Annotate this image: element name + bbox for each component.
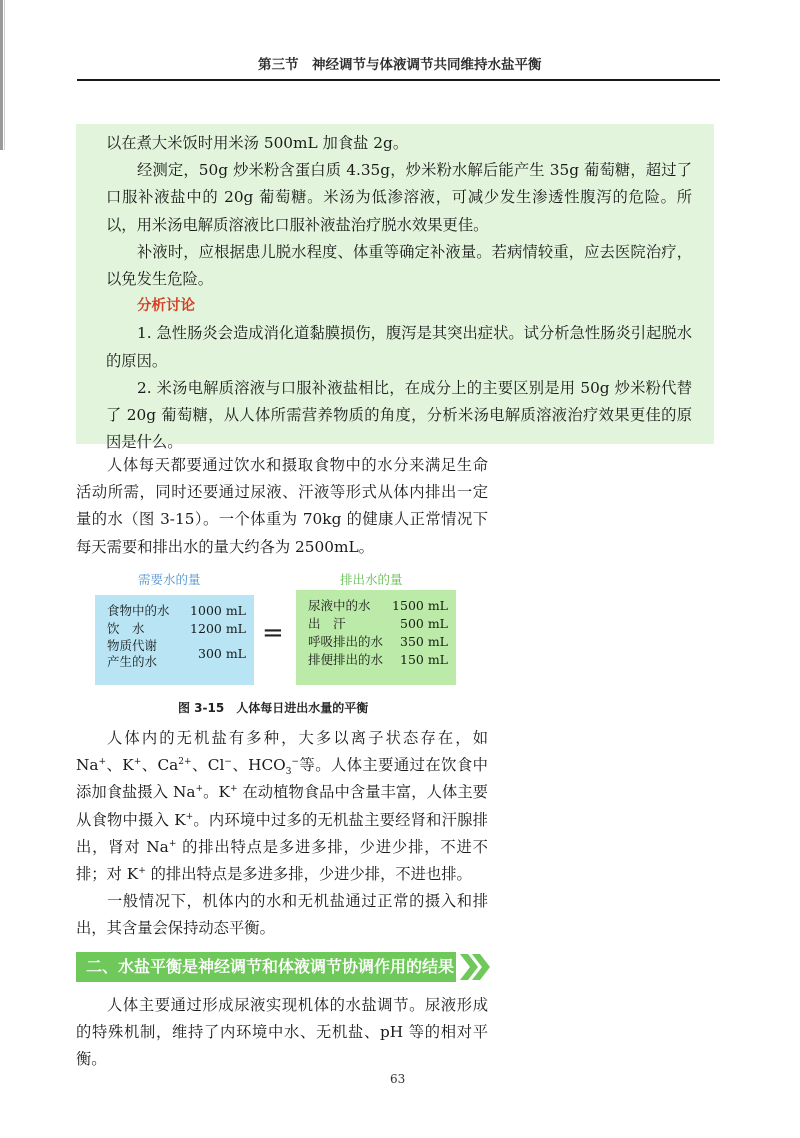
ions-after: 等。人体主要通过在饮食中添加食盐摄入 [76,756,488,802]
charge: + [195,784,204,795]
intake-item-value: 300 mL [198,646,246,661]
intake-item-value: 1000 mL [190,603,246,618]
output-row [308,651,448,669]
ions-intro: 人体内的无机盐有多种，大多以离子状态存在，如 [107,729,488,747]
output-row [308,597,448,615]
case-paragraph-2: 经测定，50g 炒米粉含蛋白质 4.35g，炒米粉水解后能产生 35g 葡萄糖，超过了口服补液盐中的 20g 葡萄糖。米汤为低渗溶液，可减少发生渗透性腹泻的危险。所以，用米汤电解质溶液比口服补液盐治疗脱水效果更佳。 [106,161,692,234]
equals-sign: = [262,618,284,648]
discussion-question-1: 1. 急性肠炎会造成消化道黏膜损伤，腹泻是其突出症状。试分析急性肠炎引起脱水的原因。 [106,324,692,370]
charge: 2+ [178,757,192,768]
charge: − [224,757,232,768]
body-text-water [76,452,488,561]
charge: − [291,757,299,768]
output-item-value: 350 mL [400,634,448,649]
body-paragraph-ions [76,725,488,888]
intake-row [107,638,246,670]
output-row [308,615,448,633]
intake-box [95,595,254,685]
charge: + [185,811,194,822]
charge: + [229,784,238,795]
page-edge-bar [0,0,3,150]
ion-k: K [218,783,230,802]
output-row [308,633,448,651]
output-item-label: 出 汗 [308,616,346,631]
body-text-urine [76,992,488,1074]
ion-na: Na [76,756,99,775]
intake-item-label: 物质代谢 产生的水 [107,638,158,669]
charge: + [133,757,142,768]
header-rule [77,79,720,81]
output-item-value: 500 mL [400,616,448,631]
output-label: 排出水的量 [340,572,403,587]
ion-hco3: HCO [248,756,286,775]
sep: 、 [141,756,158,775]
output-item-label: 尿液中的水 [308,598,371,613]
output-item-label: 呼吸排出的水 [308,634,384,649]
discussion-question-2: 2. 米汤电解质溶液与口服补液盐相比，在成分上的主要区别是用 50g 炒米粉代替了 20g 葡萄糖，从人体所需营养物质的角度，分析米汤电解质溶液治疗效果更佳的原因是什么。 [106,378,692,452]
page-edge-line [4,0,5,150]
sep: 、 [106,756,123,775]
section-heading-banner: 二、水盐平衡是神经调节和体液调节协调作用的结果 [76,952,456,982]
body-paragraph-urine: 人体主要通过形成尿液实现机体的水盐调节。尿液形成的特殊机制，维持了内环境中水、无机盐、pH 等的相对平衡。 [76,996,488,1069]
output-item-value: 150 mL [400,652,448,667]
body-paragraph-balance: 一般情况下，机体内的水和无机盐通过正常的摄入和排出，其含量会保持动态平衡。 [76,892,488,938]
ion-ca: Ca [157,756,179,775]
body-text-salts [76,725,488,943]
ion-k: K [126,865,139,884]
ion-na: Na [173,783,196,802]
charge: + [168,838,177,849]
na-rule: 的排出特点是多进多排，少进少排，不进不排；对 [76,837,488,884]
k-sources: 在动植物食品中含量丰富，人体主要从食物中摄入 [76,783,488,829]
sep: 、 [191,756,208,775]
ion-na: Na [146,837,169,856]
intake-item-label: 食物中的水 [107,603,170,618]
ion-cl: Cl [207,756,225,775]
output-item-value: 1500 mL [392,598,448,613]
case-paragraph-1: 以在煮大米饭时用米汤 500mL 加食盐 2g。 [106,134,409,152]
sentence-end: 。 [203,783,219,802]
subscript: 3 [285,767,292,778]
charge: + [138,865,146,876]
intake-item-value: 1200 mL [190,621,246,636]
figure-caption: 图 3-15 人体每日进出水量的平衡 [178,701,369,715]
output-item-label: 排便排出的水 [308,652,384,667]
excretion-text: 。内环境中过多的无机盐主要经肾和汗腺排出，肾对 [76,810,488,856]
running-header: 第三节 神经调节与体液调节共同维持水盐平衡 [258,57,542,73]
double-chevron-icon [458,952,492,982]
ion-k: K [174,810,186,829]
output-box [296,590,456,685]
case-paragraph-3: 补液时，应根据患儿脱水程度、体重等确定补液量。若病情较重，应去医院治疗，以免发生危险。 [106,242,692,289]
intake-row [107,602,246,620]
discussion-heading: 分析讨论 [137,298,195,315]
case-study-box [76,124,714,452]
sep: 、 [231,756,249,775]
page-number: 63 [390,1072,406,1086]
charge: + [98,757,107,768]
k-rule: 的排出特点是多进多排，少进少排，不进也排。 [145,865,472,884]
intake-label: 需要水的量 [138,572,201,587]
ion-k: K [122,756,134,775]
intake-item-label: 饮 水 [107,621,145,636]
body-paragraph-water: 人体每天都要通过饮水和摄取食物中的水分来满足生命活动所需，同时还要通过尿液、汗液等形式从体内排出一定量的水（图 3-15）。一个体重为 70kg 的健康人正常情况下每天需要和排出水的量大约各为 2500mL。 [76,456,488,556]
intake-row [107,620,246,638]
